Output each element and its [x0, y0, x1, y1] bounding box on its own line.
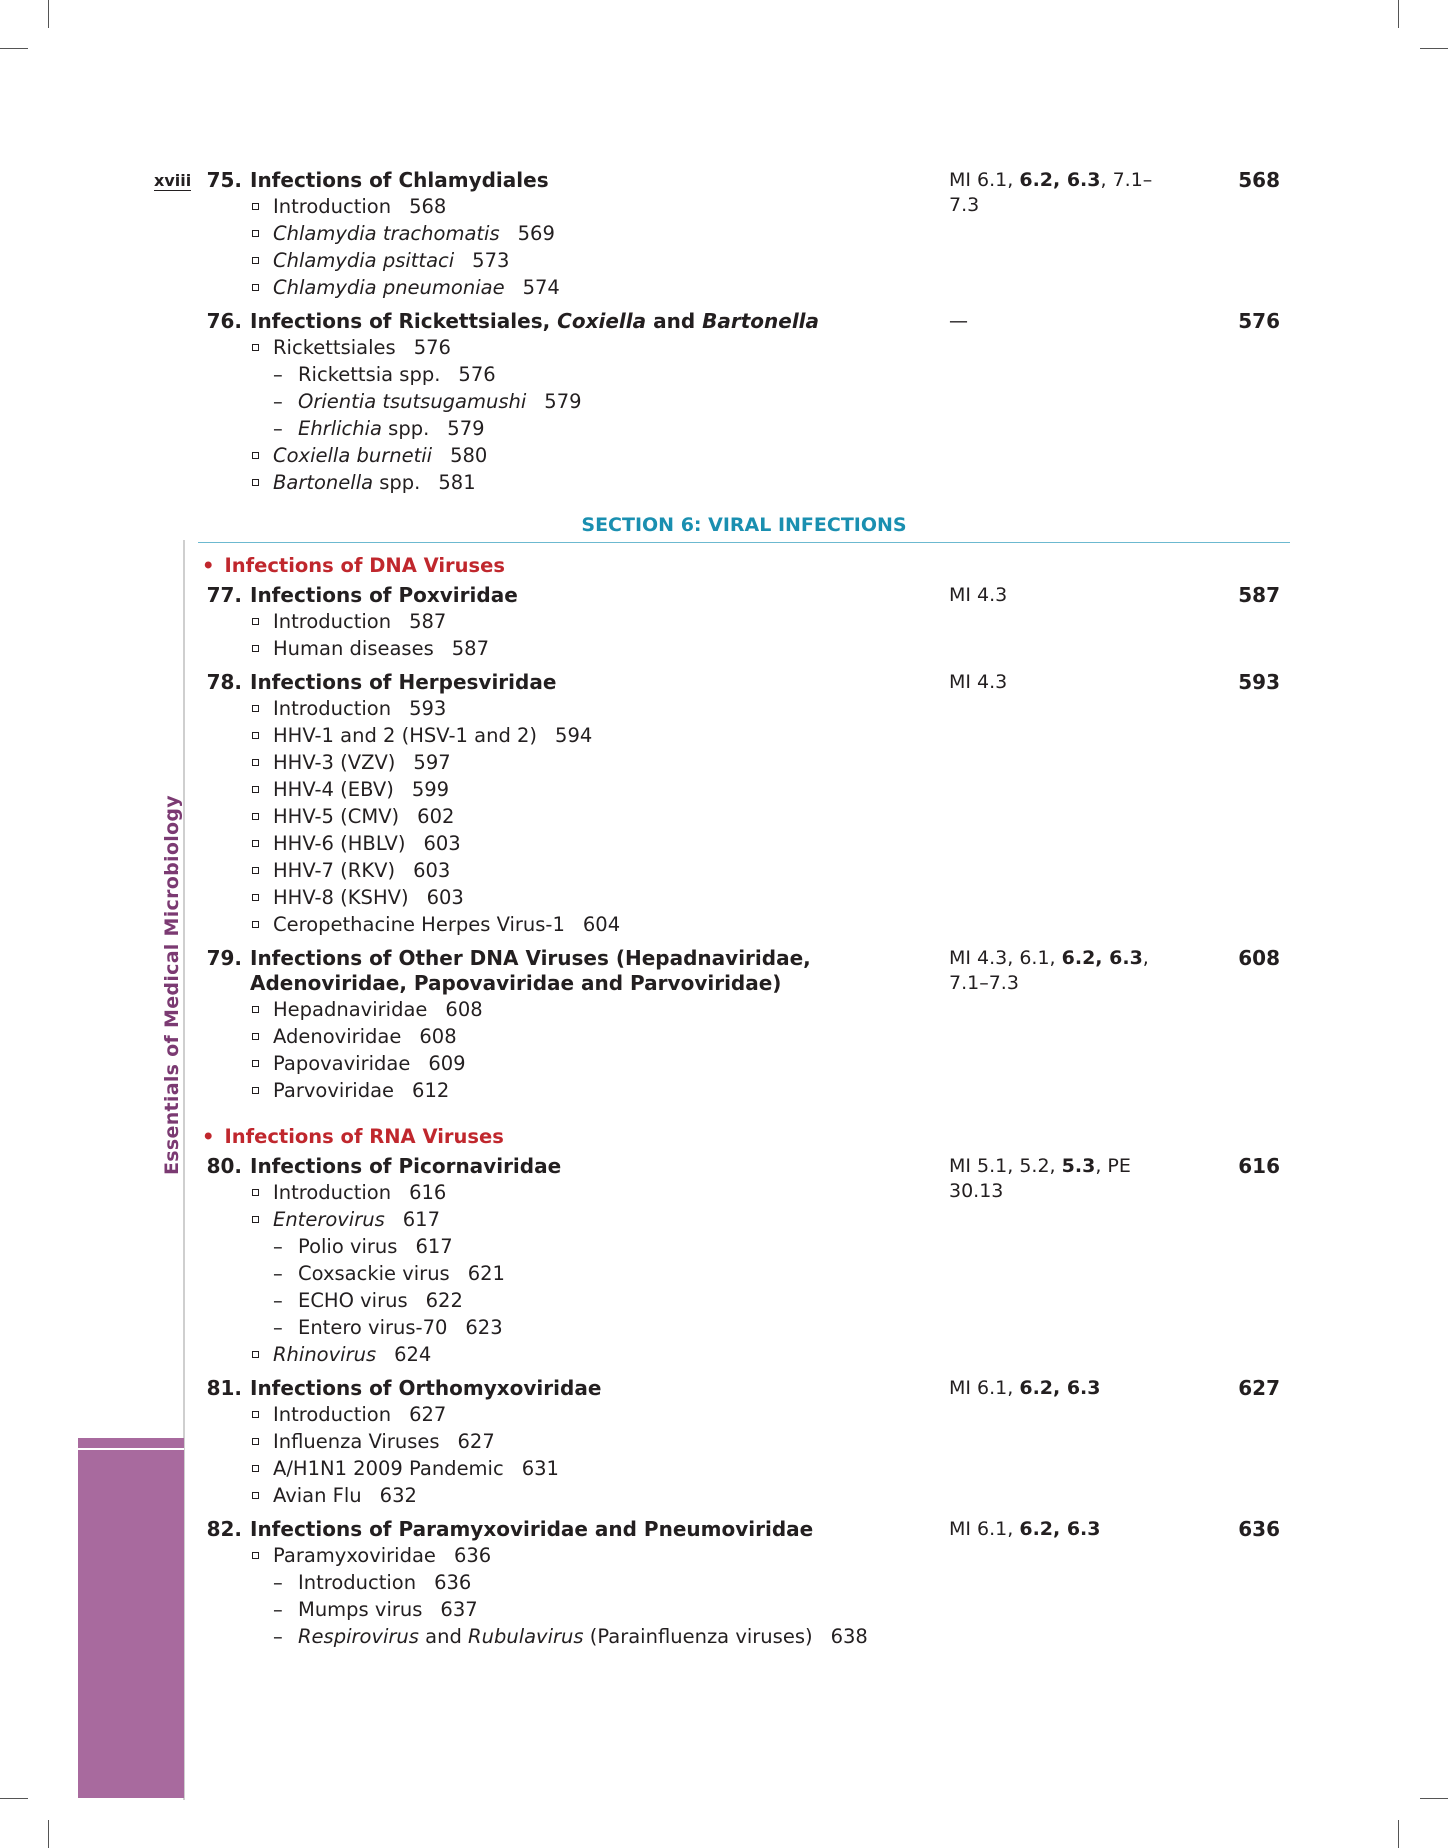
subtopic-item: [200, 220, 1290, 247]
subtopic-page: 623: [465, 1316, 503, 1339]
subtopic-page: 579: [544, 390, 582, 413]
subtopic-text: Coxsackie virus: [298, 1262, 450, 1285]
chapter-number: 81.: [206, 1376, 242, 1400]
chapter-title-part: Bartonella: [702, 309, 820, 333]
chapter-page: 608: [1238, 946, 1280, 970]
chapter-number: 78.: [206, 670, 242, 694]
subtopic-text: Introduction: [273, 1403, 392, 1426]
sub-subtopic-item: [200, 1260, 1290, 1287]
subtopic-page: 603: [423, 832, 461, 855]
chapter-title-part: Coxiella: [557, 309, 647, 333]
subtopic-page: 617: [402, 1208, 440, 1231]
subtopic-item: [200, 722, 1290, 749]
subtopic-text: Polio virus: [298, 1235, 398, 1258]
chapter-title-part: Infections of Picornaviridae: [250, 1154, 562, 1178]
subtopic-item: [200, 1050, 1290, 1077]
crop-mark: [1420, 48, 1448, 49]
subtopic-item: [200, 1206, 1290, 1233]
subtopic-page: 581: [438, 471, 476, 494]
chapter-number: 82.: [206, 1517, 242, 1541]
sub-subtopic-item: [200, 1569, 1290, 1596]
subtopic-item: [200, 1482, 1290, 1509]
group-heading-dna: [202, 553, 1290, 579]
sidebar-color-bar: [78, 1438, 184, 1798]
subtopic-page: 608: [419, 1025, 457, 1048]
subtopic-page: 603: [413, 859, 451, 882]
chapter-number: 76.: [206, 309, 242, 333]
section-title: SECTION 6: VIRAL INFECTIONS: [198, 504, 1290, 543]
toc-entry: [200, 1376, 1290, 1509]
subtopic-page: 622: [425, 1289, 463, 1312]
chapter-page: 576: [1238, 309, 1280, 333]
competency-codes: [949, 309, 1169, 334]
subtopic-text: ECHO virus: [298, 1289, 408, 1312]
subtopic-item: [200, 803, 1290, 830]
chapter-title-part: Infections of Rickettsiales,: [250, 309, 558, 333]
subtopic-text: Paramyxoviridae: [273, 1544, 436, 1567]
book-title: Essentials of Medical Microbiology: [161, 795, 183, 1175]
subtopic-text: Ceropethacine Herpes Virus-1: [273, 913, 565, 936]
subtopic-item: [200, 193, 1290, 220]
subtopic-item: [200, 1542, 1290, 1569]
chapter-number: 79.: [206, 946, 242, 970]
chapter-title: [250, 583, 890, 608]
subtopic-text: Avian Flu: [273, 1484, 362, 1507]
subtopic-page: 574: [522, 276, 560, 299]
subtopic-text: Coxiella burnetii: [273, 444, 433, 467]
chapter-page: 587: [1238, 583, 1280, 607]
subtopic-text: HHV-4 (EBV): [273, 778, 394, 801]
subtopic-text: Mumps virus: [298, 1598, 423, 1621]
chapter-page: 627: [1238, 1376, 1280, 1400]
chapter-page: 616: [1238, 1154, 1280, 1178]
subtopic-text: Papovaviridae: [273, 1052, 411, 1075]
subtopic-page: 568: [409, 195, 447, 218]
crop-mark: [0, 48, 28, 49]
subtopic-page: 631: [521, 1457, 559, 1480]
subtopic-item: [200, 1428, 1290, 1455]
chapter-title: [250, 670, 890, 695]
subtopic-text: Rhinovirus: [273, 1343, 377, 1366]
toc-entry: [200, 1517, 1290, 1650]
subtopic-item: [200, 776, 1290, 803]
chapter-row: [200, 583, 1290, 608]
subtopic-item: [200, 1455, 1290, 1482]
subtopic-item: [200, 1023, 1290, 1050]
subtopic-text: (Parainfluenza viruses): [583, 1625, 813, 1648]
chapter-title: [250, 1154, 890, 1179]
competency-part: MI 4.3: [949, 584, 1008, 606]
sub-subtopic-item: [200, 1314, 1290, 1341]
subtopic-page: 627: [409, 1403, 447, 1426]
chapter-list: [200, 168, 1290, 496]
chapter-row: [200, 670, 1290, 695]
subtopic-page: 580: [450, 444, 488, 467]
sub-subtopic-item: [200, 1233, 1290, 1260]
chapter-title: [250, 309, 890, 334]
subtopic-text: Rickettsia spp.: [298, 363, 441, 386]
subtopic-page: 609: [428, 1052, 466, 1075]
chapter-list: [200, 1154, 1290, 1650]
sub-subtopic-item: [200, 1596, 1290, 1623]
subtopic-item: [200, 635, 1290, 662]
chapter-number: 77.: [206, 583, 242, 607]
toc-entry: [200, 946, 1290, 1104]
competency-codes: [949, 1517, 1169, 1542]
sub-subtopic-item: [200, 1287, 1290, 1314]
competency-part: MI 4.3: [949, 671, 1008, 693]
crop-mark: [0, 1798, 28, 1799]
sub-subtopic-item: [200, 415, 1290, 442]
subtopic-page: 569: [517, 222, 555, 245]
subtopic-page: 627: [457, 1430, 495, 1453]
subtopic-page: 612: [412, 1079, 450, 1102]
subtopic-item: [200, 911, 1290, 938]
chapter-page: 636: [1238, 1517, 1280, 1541]
crop-mark: [48, 1820, 49, 1848]
subtopic-page: 594: [555, 724, 593, 747]
subtopic-item: [200, 274, 1290, 301]
subtopic-text: Introduction: [273, 697, 392, 720]
subtopic-text: HHV-7 (RKV): [273, 859, 396, 882]
competency-part: , PE 30.13: [949, 1155, 1131, 1202]
subtopic-text: HHV-3 (VZV): [273, 751, 396, 774]
subtopic-text: Chlamydia psittaci: [273, 249, 455, 272]
competency-part: 6.2, 6.3: [1019, 1518, 1101, 1540]
crop-mark: [48, 0, 49, 28]
competency-part: MI 6.1,: [949, 1518, 1020, 1540]
subtopic-item: [200, 996, 1290, 1023]
subtopic-text: Adenoviridae: [273, 1025, 402, 1048]
subtopic-page: 636: [453, 1544, 492, 1567]
subtopic-text: Chlamydia trachomatis: [273, 222, 500, 245]
chapter-title-part: Infections of Orthomyxoviridae: [250, 1376, 602, 1400]
sub-subtopic-item: [200, 1623, 1290, 1650]
chapter-page: 568: [1238, 168, 1280, 192]
competency-part: MI 4.3, 6.1,: [949, 947, 1062, 969]
subtopic-text: and: [418, 1625, 469, 1648]
subtopic-page: 604: [582, 913, 621, 936]
toc-entry: [200, 670, 1290, 938]
competency-part: MI 5.1, 5.2,: [949, 1155, 1062, 1177]
subtopic-text: Hepadnaviridae: [273, 998, 428, 1021]
subtopic-page: 573: [472, 249, 510, 272]
subtopic-item: [200, 884, 1290, 911]
subtopic-item: [200, 442, 1290, 469]
subtopic-text: spp.: [381, 417, 430, 440]
subtopic-page: 587: [409, 610, 447, 633]
sub-subtopic-item: [200, 388, 1290, 415]
subtopic-page: 599: [411, 778, 450, 801]
subtopic-text: Influenza Viruses: [273, 1430, 440, 1453]
chapter-title: [250, 946, 890, 996]
competency-part: 6.2, 6.3: [1019, 1377, 1101, 1399]
subtopic-page: 593: [409, 697, 447, 720]
subtopic-text: Chlamydia pneumoniae: [273, 276, 505, 299]
subtopic-page: 637: [440, 1598, 478, 1621]
competency-codes: [949, 670, 1169, 695]
chapter-title: [250, 1376, 890, 1401]
page-number: xviii: [154, 171, 192, 190]
subtopic-text: Respirovirus: [298, 1625, 419, 1648]
chapter-number: 80.: [206, 1154, 242, 1178]
chapter-row: [200, 1517, 1290, 1542]
group-heading-text: Infections of RNA Viruses: [224, 1125, 504, 1148]
subtopic-text: Bartonella: [273, 471, 374, 494]
subtopic-page: 597: [413, 751, 451, 774]
subtopic-text: Human diseases: [273, 637, 434, 660]
subtopic-text: Rickettsiales: [273, 336, 396, 359]
subtopic-page: 576: [458, 363, 496, 386]
chapter-title: [250, 1517, 890, 1542]
subtopic-text: Entero virus-70: [298, 1316, 448, 1339]
chapter-row: [200, 309, 1290, 334]
competency-codes: [949, 1376, 1169, 1401]
subtopic-page: 621: [467, 1262, 505, 1285]
chapter-title-part: Infections of Herpesviridae: [250, 670, 557, 694]
subtopic-item: [200, 608, 1290, 635]
chapter-number: 75.: [206, 168, 242, 192]
subtopic-page: 638: [830, 1625, 868, 1648]
subtopic-text: Rubulavirus: [468, 1625, 584, 1648]
chapter-page: 593: [1238, 670, 1280, 694]
subtopic-item: [200, 334, 1290, 361]
toc-entry: [200, 1154, 1290, 1368]
subtopic-item: [200, 830, 1290, 857]
competency-part: 6.2, 6.3: [1061, 947, 1143, 969]
competency-part: MI 6.1,: [949, 169, 1020, 191]
subtopic-item: [200, 1401, 1290, 1428]
subtopic-page: 608: [445, 998, 483, 1021]
table-of-contents: [200, 168, 1290, 1658]
competency-part: 5.3: [1061, 1155, 1096, 1177]
competency-codes: [949, 946, 1169, 996]
subtopic-page: 617: [415, 1235, 453, 1258]
chapter-title-part: and: [646, 309, 703, 333]
subtopic-page: 579: [447, 417, 485, 440]
subtopic-text: Introduction: [273, 1181, 392, 1204]
subtopic-text: A/H1N1 2009 Pandemic: [273, 1457, 504, 1480]
chapter-row: [200, 1376, 1290, 1401]
chapter-title-part: Infections of Poxviridae: [250, 583, 518, 607]
subtopic-text: Introduction: [298, 1571, 417, 1594]
subtopic-item: [200, 1341, 1290, 1368]
subtopic-item: [200, 749, 1290, 776]
subtopic-item: [200, 247, 1290, 274]
chapter-list: [200, 583, 1290, 1104]
subtopic-text: Ehrlichia: [298, 417, 382, 440]
group-heading-rna: [202, 1124, 1290, 1150]
subtopic-page: 602: [417, 805, 455, 828]
crop-mark: [1398, 0, 1399, 28]
sub-subtopic-item: [200, 361, 1290, 388]
subtopic-text: Enterovirus: [273, 1208, 385, 1231]
chapter-row: [200, 946, 1290, 996]
subtopic-page: 624: [394, 1343, 432, 1366]
chapter-title-part: Infections of Other DNA Viruses (Hepadnaviridae, Adenoviridae, Papovaviridae and Parvoviridae): [250, 946, 811, 995]
chapter-title: [250, 168, 890, 193]
competency-part: MI 6.1,: [949, 1377, 1020, 1399]
subtopic-page: 632: [379, 1484, 417, 1507]
competency-codes: [949, 583, 1169, 608]
subtopic-page: 603: [426, 886, 464, 909]
competency-part: —: [949, 310, 968, 332]
chapter-title-part: Infections of Paramyxoviridae and Pneumoviridae: [250, 1517, 814, 1541]
subtopic-text: Introduction: [273, 195, 392, 218]
crop-mark: [1420, 1798, 1448, 1799]
subtopic-item: [200, 1179, 1290, 1206]
subtopic-text: Parvoviridae: [273, 1079, 395, 1102]
crop-mark: [1398, 1820, 1399, 1848]
subtopic-text: HHV-8 (KSHV): [273, 886, 409, 909]
subtopic-item: [200, 469, 1290, 496]
subtopic-text: Introduction: [273, 610, 392, 633]
toc-entry: [200, 583, 1290, 662]
subtopic-text: HHV-6 (HBLV): [273, 832, 406, 855]
competency-part: , 7.1–7.3: [949, 947, 1149, 994]
subtopic-page: 636: [434, 1571, 472, 1594]
subtopic-item: [200, 1077, 1290, 1104]
bullet-icon: •: [202, 1125, 215, 1148]
subtopic-text: Orientia tsutsugamushi: [298, 390, 527, 413]
toc-entry: [200, 309, 1290, 496]
chapter-title-part: Infections of Chlamydiales: [250, 168, 549, 192]
competency-part: 6.2, 6.3: [1019, 169, 1101, 191]
competency-part: , 7.1–7.3: [949, 169, 1153, 216]
subtopic-page: 587: [451, 637, 489, 660]
subtopic-page: 576: [413, 336, 451, 359]
subtopic-page: 616: [409, 1181, 447, 1204]
group-heading-text: Infections of DNA Viruses: [224, 554, 505, 577]
bullet-icon: •: [202, 554, 215, 577]
subtopic-text: HHV-1 and 2 (HSV-1 and 2): [273, 724, 538, 747]
subtopic-item: [200, 857, 1290, 884]
subtopic-text: HHV-5 (CMV): [273, 805, 400, 828]
toc-entry: [200, 168, 1290, 301]
subtopic-item: [200, 695, 1290, 722]
subtopic-text: spp.: [373, 471, 421, 494]
